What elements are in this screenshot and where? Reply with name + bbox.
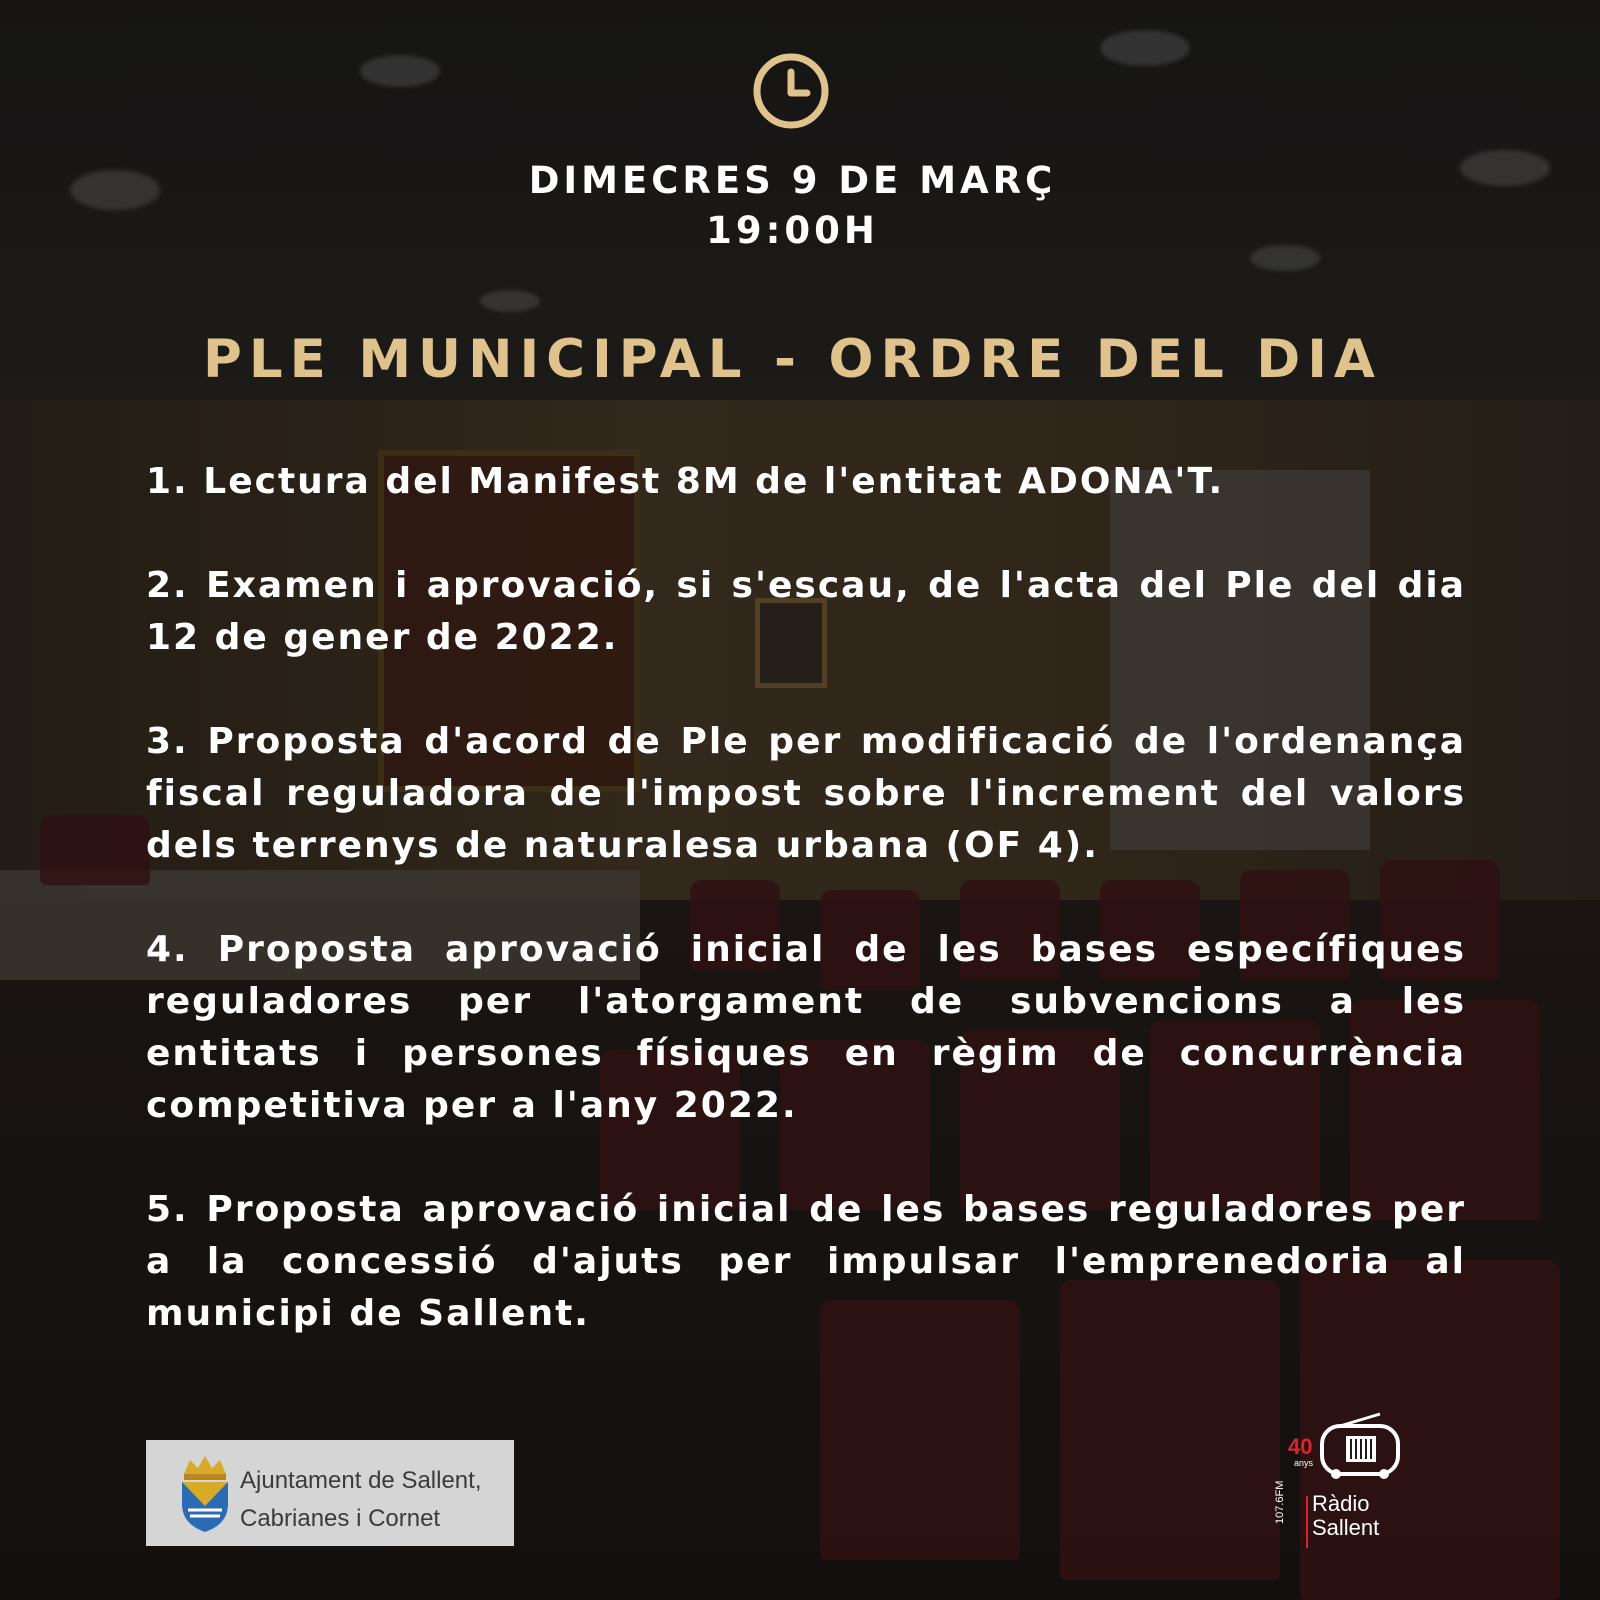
ajuntament-name bbox=[240, 1462, 510, 1538]
agenda-item-1: 1. Lectura del Manifest 8M de l'entitat ADONA'T. bbox=[146, 461, 1225, 502]
agenda-item-4: 4. Proposta aprovació inicial de les bases específiques reguladores per l'atorgament de subvencions a les entitats i persones físiques en règim de concurrència competitiva per a l'any 2022. bbox=[146, 929, 1466, 1126]
meeting-date: DIMECRES 9 DE MARÇ bbox=[528, 159, 1057, 202]
agenda-item-2: 2. Examen i aprovació, si s'escau, de l'acta del Ple del dia 12 de gener de 2022. bbox=[146, 565, 1466, 658]
ajuntament-name-line2: Cabrianes i Cornet bbox=[240, 1505, 441, 1532]
radio-frequency: 107.6FM bbox=[1274, 1480, 1286, 1524]
radio-divider bbox=[1306, 1496, 1308, 1548]
radio-icon bbox=[1318, 1412, 1404, 1484]
clock-icon bbox=[752, 52, 830, 130]
ajuntament-name-line1: Ajuntament de Sallent, bbox=[240, 1467, 482, 1494]
radio-name bbox=[1312, 1492, 1379, 1540]
radio-anniversary-sub: anys bbox=[1294, 1458, 1314, 1468]
page-title: PLE MUNICIPAL - ORDRE DEL DIA bbox=[203, 329, 1382, 390]
radio-sallent-logo bbox=[1272, 1404, 1422, 1554]
radio-anniversary: 40 bbox=[1288, 1434, 1313, 1459]
radio-name-line1: Ràdio bbox=[1312, 1491, 1370, 1516]
agenda-item-5: 5. Proposta aprovació inicial de les bases reguladores per a la concessió d'ajuts per impulsar l'emprenedoria al municipi de Sallent. bbox=[146, 1189, 1466, 1334]
agenda-list bbox=[146, 456, 1466, 1340]
coat-of-arms-icon bbox=[176, 1454, 234, 1534]
radio-name-line2: Sallent bbox=[1312, 1515, 1380, 1540]
meeting-time: 19:00H bbox=[706, 209, 879, 252]
agenda-item-3: 3. Proposta d'acord de Ple per modificació de l'ordenança fiscal reguladora de l'impost sobre l'increment del valors dels terrenys de naturalesa urbana (OF 4). bbox=[146, 721, 1466, 866]
ajuntament-logo bbox=[146, 1440, 514, 1546]
